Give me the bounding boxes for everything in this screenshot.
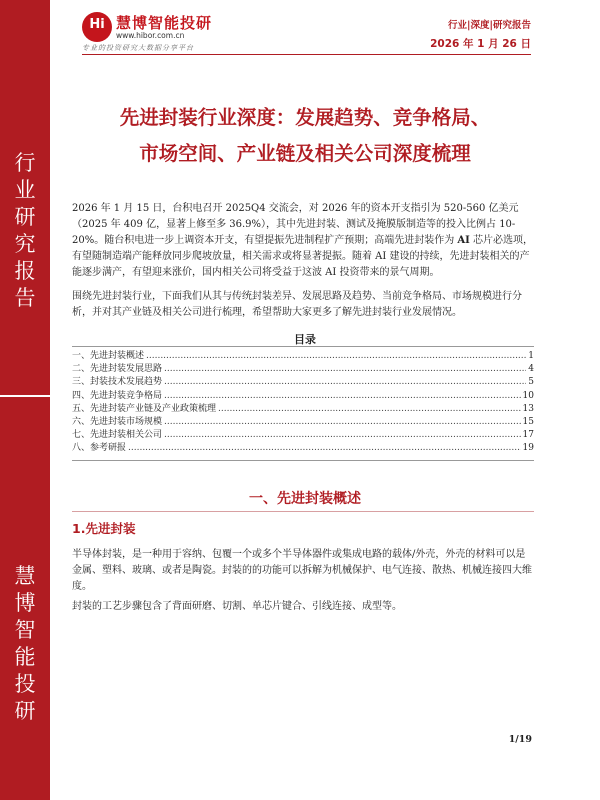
toc-item-page: 19 — [522, 443, 534, 454]
table-of-contents — [72, 350, 534, 456]
toc-item[interactable] — [72, 350, 534, 363]
report-date: 2026 年 1 月 26 日 — [430, 38, 531, 50]
header-meta — [430, 17, 531, 51]
logo-mark-text: Hi — [89, 17, 105, 32]
intro-p1-part-a: 2026 年 1 月 15 日，台积电召开 2025Q4 交流会，对 2026 年的资本开支指引为 520-560 亿美元（2025 年 409 亿，显著上修至多 36.9%），其中先进封装、测试及掩膜版制造等的投入比例占 10-20%。随台积电进一步上调资本开支，有望提振先进制程扩产预期；高端先进封装作为 — [72, 203, 519, 246]
section-paragraph-1: 半导体封装，是一种用于容纳、包覆一个或多个半导体器件或集成电路的载体/外壳，外壳的材料可以是金属、塑料、玻璃、或者是陶瓷。封装的的功能可以拆解为机械保护、电气连接、散热、机械连接四大维度。 — [72, 549, 532, 592]
intro-p1-part-c: 芯片必选项，有望随制造端产能释放同步爬坡放量，相关需求或将显著提振。随着 AI 建设的持续，先进封装相关的产能逐步满产，有望迎来涨价，国内相关公司将受益于这波 AI 投资带来的景气周期。 — [72, 235, 534, 278]
toc-item-label: 四、先进封装竞争格局 — [72, 390, 163, 401]
report-tags: 行业|深度|研究报告 — [448, 20, 531, 31]
toc-leader-dots — [164, 390, 521, 403]
subsection-heading: 1.先进封装 — [72, 521, 136, 536]
toc-item-label: 五、先进封装产业链及产业政策梳理 — [72, 403, 217, 414]
section-heading: 一、先进封装概述 — [249, 491, 361, 507]
toc-leader-dots — [164, 376, 526, 389]
title-line-1: 先进封装行业深度：发展趋势、竞争格局、 — [119, 106, 491, 129]
brand-name: 慧博智能投研 — [116, 14, 213, 32]
report-title — [60, 100, 550, 172]
header-divider — [82, 54, 531, 55]
toc-item[interactable] — [72, 429, 534, 442]
toc-item-label: 八、参考研报 — [72, 443, 127, 454]
sidebar-band — [0, 0, 50, 800]
toc-leader-dots — [164, 363, 526, 376]
sidebar-brand-label: 慧 博 智 能 投 研 — [14, 564, 36, 723]
toc-title: 目录 — [294, 333, 316, 346]
toc-item[interactable] — [72, 403, 534, 416]
toc-leader-dots — [164, 416, 521, 429]
toc-item-label: 三、封装技术发展趋势 — [72, 377, 163, 388]
toc-bottom-rule — [72, 460, 534, 461]
toc-item-page: 1 — [528, 351, 534, 361]
intro-p1-bold: AI — [457, 235, 470, 246]
toc-item-page: 17 — [522, 430, 534, 441]
intro-paragraph-1 — [72, 201, 534, 281]
toc-leader-dots — [128, 442, 521, 455]
toc-item-page: 10 — [522, 390, 534, 401]
toc-top-rule — [72, 346, 534, 347]
brand-logo — [82, 12, 272, 52]
toc-leader-dots — [218, 403, 521, 416]
toc-item-label: 六、先进封装市场规模 — [72, 417, 163, 428]
section-divider — [72, 511, 534, 512]
title-line-2: 市场空间、产业链及相关公司深度梳理 — [139, 142, 471, 165]
sidebar-divider — [0, 395, 50, 397]
toc-leader-dots — [146, 350, 526, 363]
toc-item-label: 七、先进封装相关公司 — [72, 430, 163, 441]
toc-item-page: 15 — [522, 417, 534, 428]
logo-icon — [82, 12, 112, 42]
intro-paragraph-2: 围绕先进封装行业，下面我们从其与传统封装差异、发展思路及趋势、当前竞争格局、市场规模进行分析，并对其产业链及相关公司进行梳理，希望帮助大家更多了解先进封装行业发展情况。 — [72, 291, 522, 318]
toc-item-page: 5 — [528, 377, 534, 388]
toc-item-page: 13 — [522, 403, 534, 414]
toc-item[interactable] — [72, 442, 534, 455]
toc-item[interactable] — [72, 363, 534, 376]
brand-slogan: 专业的投资研究大数据分享平台 — [82, 44, 194, 52]
sidebar-category-label: 行 业 研 究 报 告 — [14, 151, 36, 310]
section-paragraph-2: 封装的工艺步骤包含了背面研磨、切割、单芯片键合、引线连接、成型等。 — [72, 601, 402, 612]
toc-item[interactable] — [72, 390, 534, 403]
toc-item-page: 4 — [528, 364, 534, 375]
toc-item-label: 一、先进封装概述 — [72, 351, 145, 361]
page-number: 1/19 — [508, 734, 532, 745]
toc-item-label: 二、先进封装发展思路 — [72, 364, 163, 375]
brand-url: www.hibor.com.cn — [116, 31, 185, 40]
toc-leader-dots — [164, 429, 521, 442]
toc-item[interactable] — [72, 416, 534, 429]
toc-item[interactable] — [72, 376, 534, 389]
